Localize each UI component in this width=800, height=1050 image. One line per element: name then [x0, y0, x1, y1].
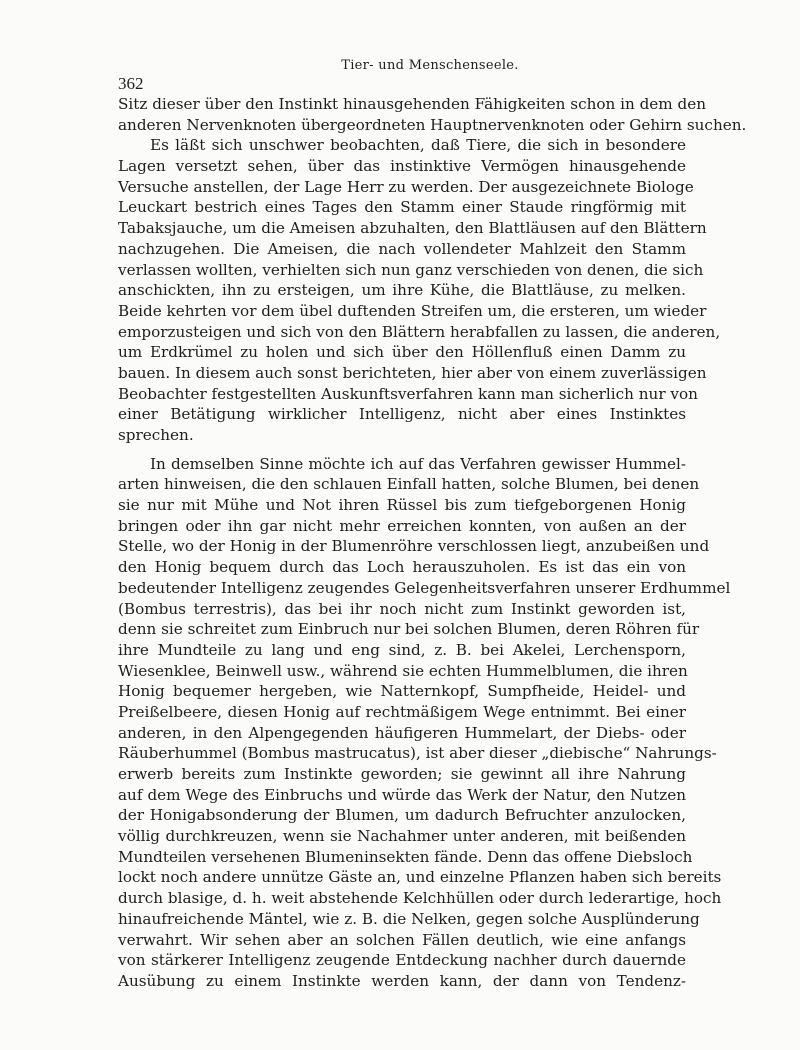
- text-line: erwerb bereits zum Instinkte geworden; sie gewinnt all ihre Nahrung: [118, 765, 686, 783]
- text-line: einer Betätigung wirklicher Intelligenz, nicht aber eines Instinktes: [118, 405, 686, 424]
- text-line: nachzugehen. Die Ameisen, die nach vollendeter Mahlzeit den Stamm: [118, 239, 686, 258]
- text-line: Leuckart bestrich eines Tages den Stamm einer Staude ringförmig mit: [118, 198, 686, 217]
- running-title: Tier- und Menschenseele.: [341, 58, 519, 73]
- text-line: Beobachter festgestellten Auskunftsverfahren kann man sicherlich nur von: [118, 384, 698, 403]
- text-line: Beide kehrten vor dem übel duftenden Streifen um, die ersteren, um wieder: [118, 301, 707, 320]
- text-line: Ausübung zu einem Instinkte werden kann, der dann von Tendenz-: [118, 971, 686, 990]
- text-line: hinaufreichende Mäntel, wie z. B. die Nelken, gegen solche Ausplünderung: [118, 909, 700, 928]
- text-line: Wiesenklee, Beinwell usw., während sie echten Hummelblumen, die ihren: [118, 661, 688, 680]
- text-line: Versuche anstellen, der Lage Herr zu werden. Der ausgezeichnete Biologe: [118, 177, 694, 196]
- text-line: bauen. In diesem auch sonst berichteten, hier aber von einem zuverlässigen: [118, 363, 707, 382]
- text-line: auf dem Wege des Einbruchs und würde das Werk der Natur, den Nutzen: [118, 785, 686, 804]
- text-line: sprechen.: [118, 426, 194, 444]
- text-line: durch blasige, d. h. weit abstehende Kelchhüllen oder durch lederartige, hoch: [118, 889, 722, 908]
- text-line: völlig durchkreuzen, wenn sie Nachahmer unter anderen, mit beißenden: [118, 827, 686, 846]
- text-line: anderen, in den Alpengegenden häufigeren Hummelart, der Diebs- oder: [118, 723, 686, 742]
- text-line: den Honig bequem durch das Loch herauszuholen. Es ist das ein von: [118, 558, 686, 577]
- text-line: der Honigabsonderung der Blumen, um dadurch Befruchter anzulocken,: [118, 806, 686, 825]
- text-line: arten hinweisen, die den schlauen Einfall hatten, solche Blumen, bei denen: [118, 475, 700, 494]
- text-line: denn sie schreitet zum Einbruch nur bei solchen Blumen, deren Röhren für: [118, 620, 700, 639]
- body-text: [118, 94, 747, 992]
- text-line: verwahrt. Wir sehen aber an solchen Fällen deutlich, wie eine anfangs: [118, 930, 686, 949]
- text-line: In demselben Sinne möchte ich auf das Verfahren gewisser Hummel-: [150, 454, 686, 473]
- text-line: lockt noch andere unnütze Gäste an, und einzelne Pflanzen haben sich bereits: [118, 868, 722, 887]
- text-line: um Erdkrümel zu holen und sich über den Höllenfluß einen Damm zu: [118, 343, 686, 362]
- text-line: Sitz dieser über den Instinkt hinausgehenden Fähigkeiten schon in dem den: [118, 95, 707, 113]
- text-line: Tabaksjauche, um die Ameisen abzuhalten, den Blattläusen auf den Blättern: [118, 219, 707, 238]
- text-line: ihre Mundteile zu lang und eng sind, z. B. bei Akelei, Lerchensporn,: [118, 640, 686, 659]
- text-line: von stärkerer Intelligenz zeugende Entdeckung nachher durch dauernde: [118, 951, 686, 970]
- page-number: 362: [118, 74, 144, 93]
- text-line: Preißelbeere, diesen Honig auf rechtmäßigem Wege entnimmt. Bei einer: [118, 702, 686, 721]
- text-line: Honig bequemer hergeben, wie Natternkopf, Sumpfheide, Heidel- und: [118, 682, 686, 701]
- text-line: Es läßt sich unschwer beobachten, daß Tiere, die sich in besondere: [150, 136, 686, 155]
- text-line: emporzusteigen und sich von den Blättern herabfallen zu lassen, die anderen,: [118, 322, 721, 341]
- text-line: (Bombus terrestris), das bei ihr noch nicht zum Instinkt geworden ist,: [118, 599, 686, 618]
- text-line: Stelle, wo der Honig in der Blumenröhre verschlossen liegt, anzubeißen und: [118, 537, 710, 556]
- text-line: sie nur mit Mühe und Not ihren Rüssel bis zum tiefgeborgenen Honig: [118, 496, 686, 515]
- text-line: anderen Nervenknoten übergeordneten Hauptnervenknoten oder Gehirn suchen.: [118, 115, 747, 134]
- text-line: verlassen wollten, verhielten sich nun ganz verschieden von denen, die sich: [118, 260, 704, 279]
- text-line: bedeutender Intelligenz zeugendes Gelegenheitsverfahren unserer Erdhummel: [118, 578, 731, 597]
- text-line: Mundteilen versehenen Blumeninsekten fände. Denn das offene Diebsloch: [118, 847, 693, 866]
- text-line: Lagen versetzt sehen, über das instinktive Vermögen hinausgehende: [118, 157, 686, 176]
- text-line: bringen oder ihn gar nicht mehr erreichen konnten, von außen an der: [118, 516, 686, 535]
- text-line: anschickten, ihn zu ersteigen, um ihre Kühe, die Blattläuse, zu melken.: [118, 281, 686, 300]
- text-line: Räuberhummel (Bombus mastrucatus), ist aber dieser „diebische“ Nahrungs-: [118, 744, 717, 763]
